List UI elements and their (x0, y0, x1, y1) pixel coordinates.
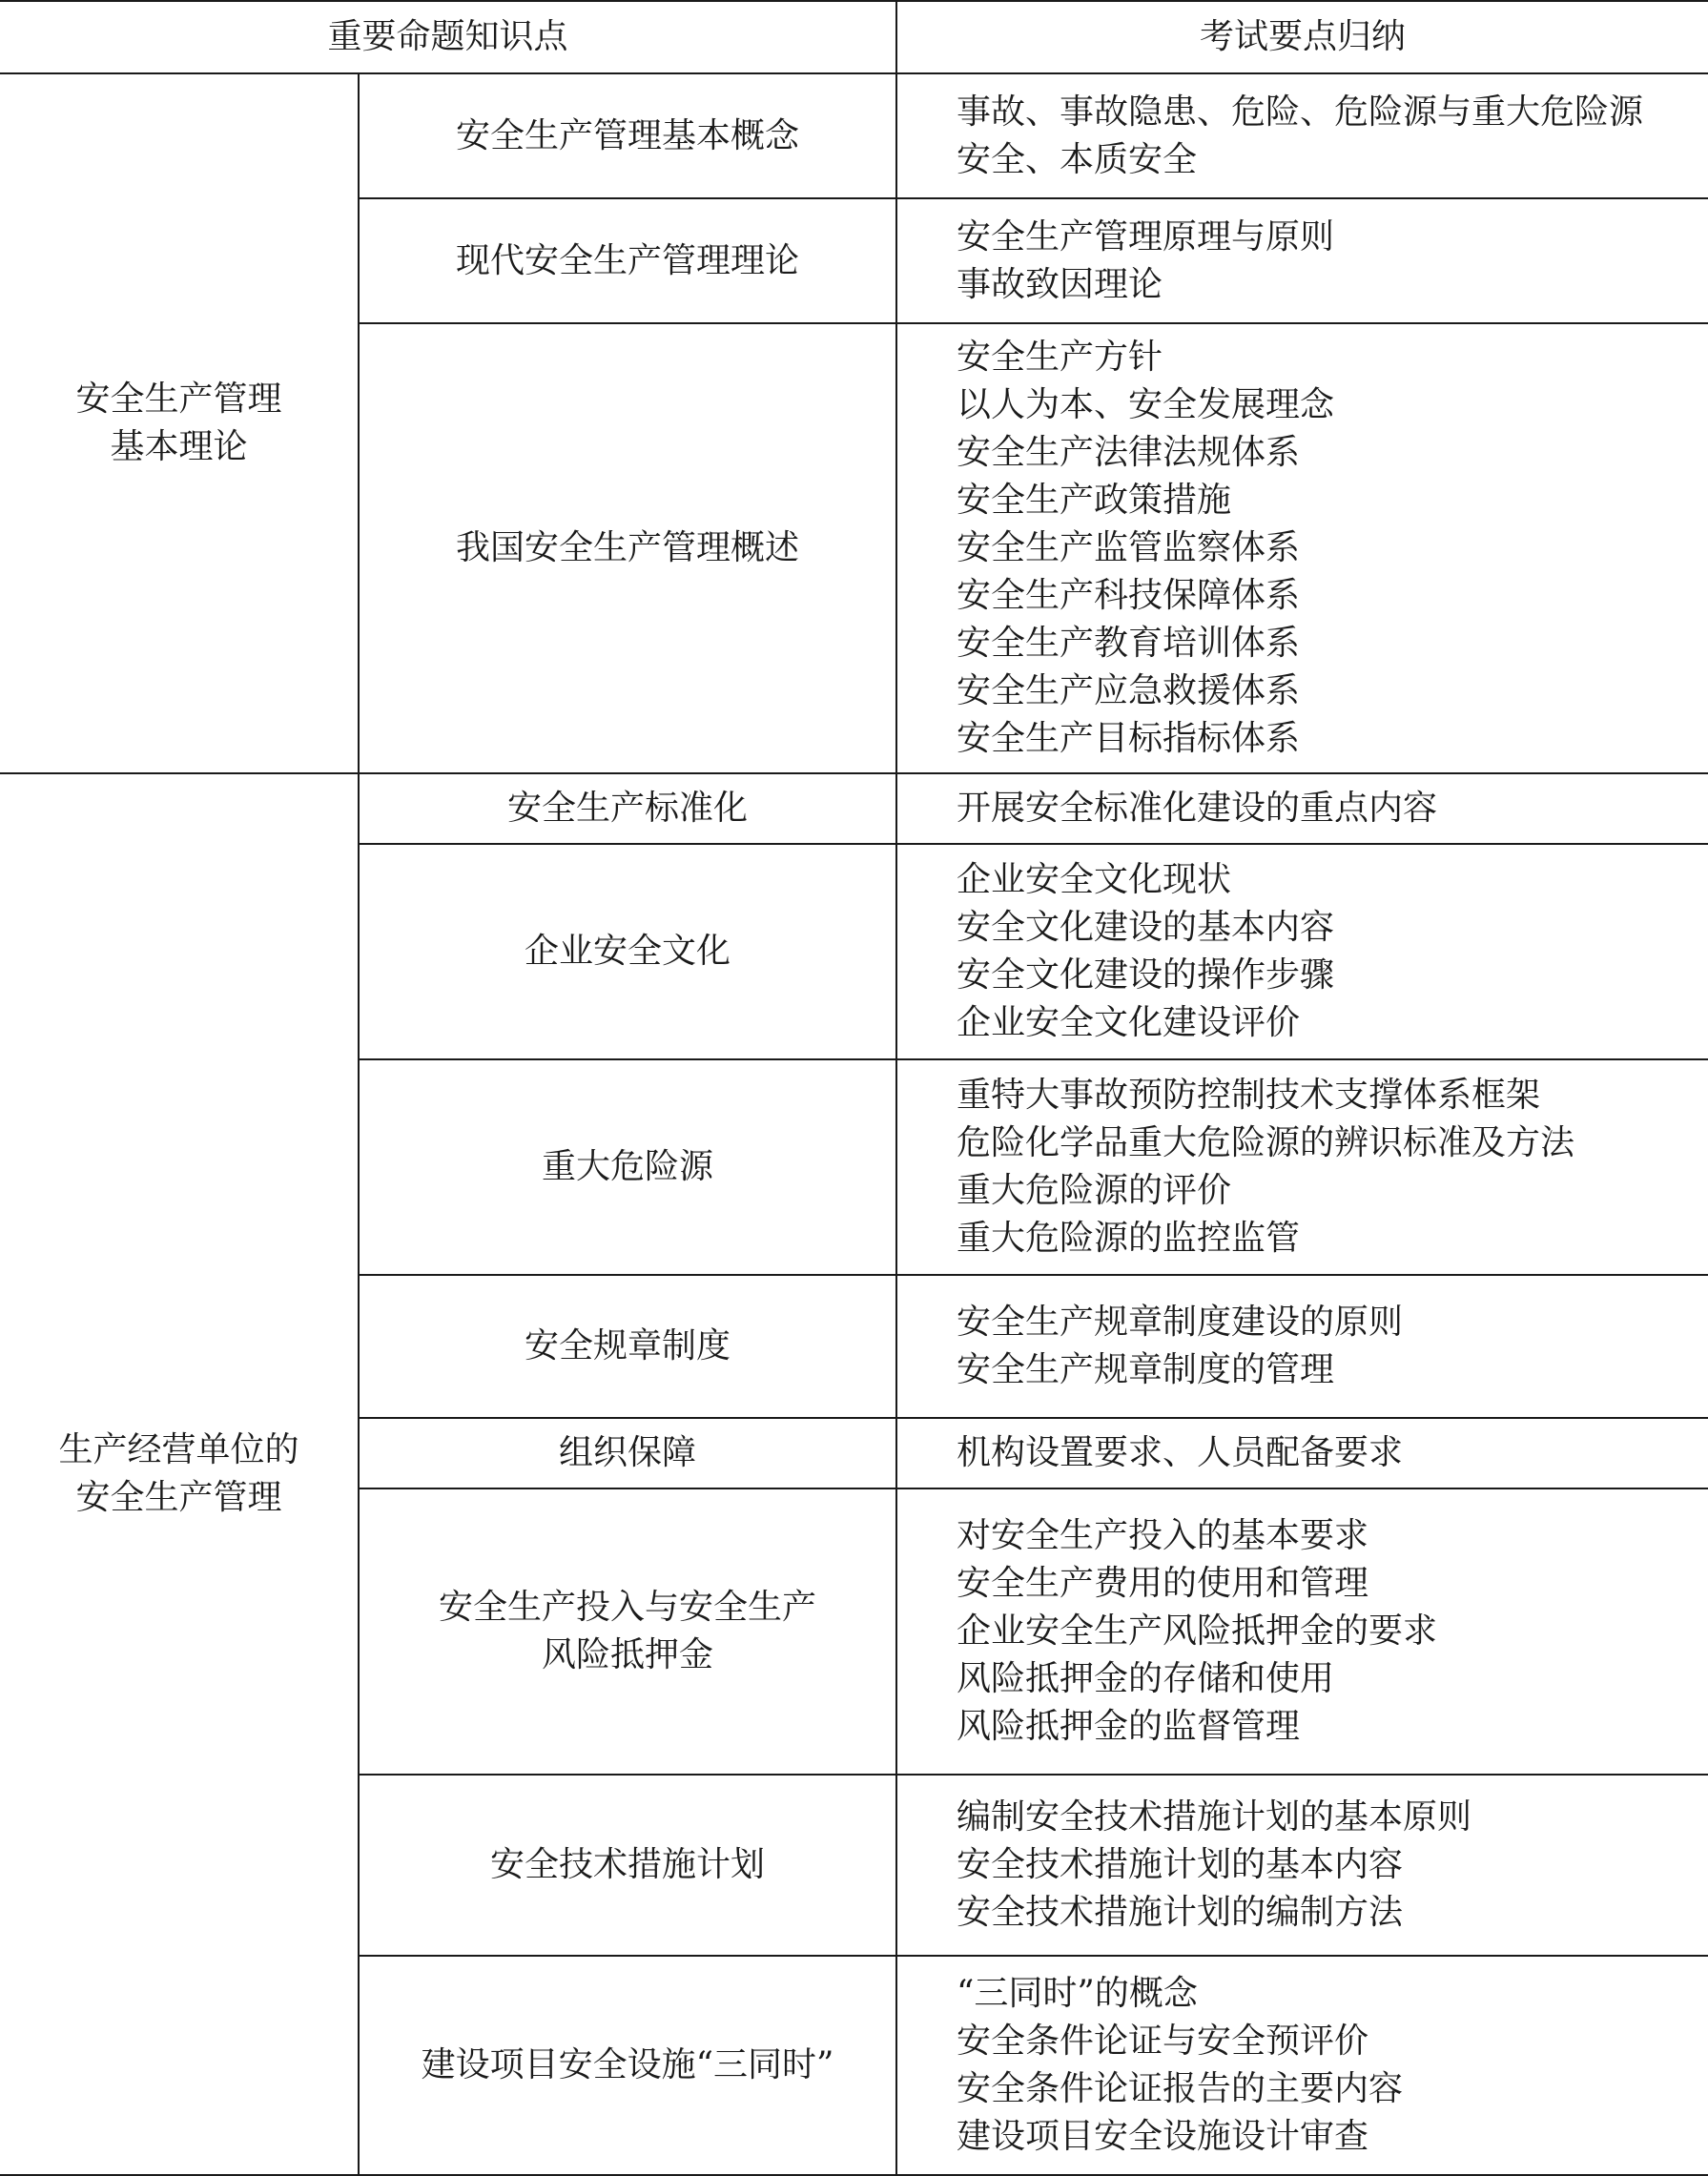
points-cell (896, 1418, 1708, 1488)
category-line: 安全生产管理 (75, 380, 282, 419)
point-line: 安全生产科技保障体系 (957, 576, 1301, 615)
point-line: 对安全生产投入的基本要求 (957, 1516, 1369, 1555)
topic-cell (359, 1488, 896, 1775)
point-line: 安全生产法律法规体系 (957, 433, 1301, 472)
category-line: 生产经营单位的 (58, 1430, 299, 1469)
topic-cell (359, 1275, 896, 1418)
point-line: 安全生产教育培训体系 (957, 624, 1301, 663)
point-line: 安全生产管理原理与原则 (957, 216, 1335, 257)
point-line: 风险抵押金的监督管理 (957, 1707, 1301, 1746)
topic-line: 企业安全文化 (525, 932, 731, 971)
point-line: 企业安全生产风险抵押金的要求 (957, 1611, 1438, 1651)
point-line: 安全条件论证报告的主要内容 (957, 2069, 1404, 2108)
category-line: 安全生产管理 (75, 1478, 282, 1517)
header-key-topics: 重要命题知识点 (0, 1, 896, 73)
topic-cell (359, 323, 896, 773)
topic-cell (359, 1775, 896, 1956)
topic-line: 我国安全生产管理概述 (456, 528, 800, 567)
topic-line: 建设项目安全设施“三同时” (421, 2045, 834, 2084)
point-line: 安全生产政策措施 (957, 481, 1232, 520)
table-body (0, 1, 1708, 2175)
topic-line: 风险抵押金 (542, 1635, 714, 1674)
topic-cell (359, 198, 896, 323)
point-line: 安全生产目标指标体系 (957, 719, 1301, 758)
header-exam-points: 考试要点归纳 (896, 1, 1708, 73)
point-line: 编制安全技术措施计划的基本原则 (957, 1797, 1472, 1837)
point-line: 以人为本、安全发展理念 (957, 385, 1335, 424)
point-line: 事故致因理论 (957, 264, 1163, 304)
points-cell (896, 844, 1708, 1059)
point-line: 安全文化建设的操作步骤 (957, 955, 1335, 995)
point-line: 重特大事故预防控制技术支撑体系框架 (957, 1076, 1541, 1115)
point-line: 风险抵押金的存储和使用 (957, 1659, 1335, 1698)
category-cell (0, 773, 359, 2175)
points-cell (896, 773, 1708, 844)
header-row (0, 1, 1708, 73)
topic-cell (359, 73, 896, 198)
point-line: 企业安全文化建设评价 (957, 1003, 1301, 1042)
topic-line: 安全规章制度 (525, 1326, 731, 1365)
topic-line: 安全生产投入与安全生产 (439, 1588, 817, 1627)
category-cell (0, 73, 359, 773)
point-line: 安全生产监管监察体系 (957, 528, 1301, 567)
topic-cell (359, 773, 896, 844)
topic-line: 安全生产标准化 (507, 789, 749, 828)
topic-line: 安全技术措施计划 (490, 1845, 766, 1884)
point-line: 重大危险源的评价 (957, 1171, 1232, 1210)
points-cell (896, 1488, 1708, 1775)
point-line: 重大危险源的监控监管 (957, 1219, 1301, 1258)
point-line: 建设项目安全设施设计审查 (957, 2117, 1369, 2156)
points-cell (896, 1059, 1708, 1275)
point-line: 开展安全标准化建设的重点内容 (957, 789, 1438, 828)
point-line: 事故、事故隐患、危险、危险源与重大危险源 (957, 92, 1644, 132)
points-cell (896, 73, 1708, 198)
topic-cell (359, 1956, 896, 2175)
topic-cell (359, 844, 896, 1059)
point-line: 机构设置要求、人员配备要求 (957, 1433, 1404, 1472)
point-line: 安全生产规章制度的管理 (957, 1350, 1335, 1389)
category-line: 基本理论 (110, 427, 248, 466)
point-line: 安全生产费用的使用和管理 (957, 1564, 1369, 1603)
point-line: 安全、本质安全 (957, 139, 1198, 179)
topic-cell (359, 1059, 896, 1275)
point-line: 安全技术措施计划的基本内容 (957, 1845, 1404, 1884)
points-cell (896, 323, 1708, 773)
table-row (0, 73, 1708, 198)
point-line: 安全文化建设的基本内容 (957, 908, 1335, 947)
point-line: 安全技术措施计划的编制方法 (957, 1893, 1404, 1932)
table-row (0, 773, 1708, 844)
point-line: 安全生产规章制度建设的原则 (957, 1303, 1404, 1342)
points-cell (896, 198, 1708, 323)
point-line: “三同时”的概念 (957, 1974, 1198, 2013)
point-line: 企业安全文化现状 (957, 860, 1232, 899)
points-cell (896, 1275, 1708, 1418)
point-line: 安全生产方针 (957, 338, 1163, 377)
points-cell (896, 1956, 1708, 2175)
points-cell (896, 1775, 1708, 1956)
topic-line: 安全生产管理基本概念 (456, 115, 800, 155)
topic-cell (359, 1418, 896, 1488)
point-line: 安全生产应急救援体系 (957, 671, 1301, 710)
topic-line: 组织保障 (559, 1433, 697, 1472)
topic-line: 现代安全生产管理理论 (456, 240, 800, 280)
point-line: 危险化学品重大危险源的辨识标准及方法 (957, 1123, 1575, 1162)
topic-line: 重大危险源 (542, 1147, 714, 1186)
point-line: 安全条件论证与安全预评价 (957, 2022, 1369, 2061)
